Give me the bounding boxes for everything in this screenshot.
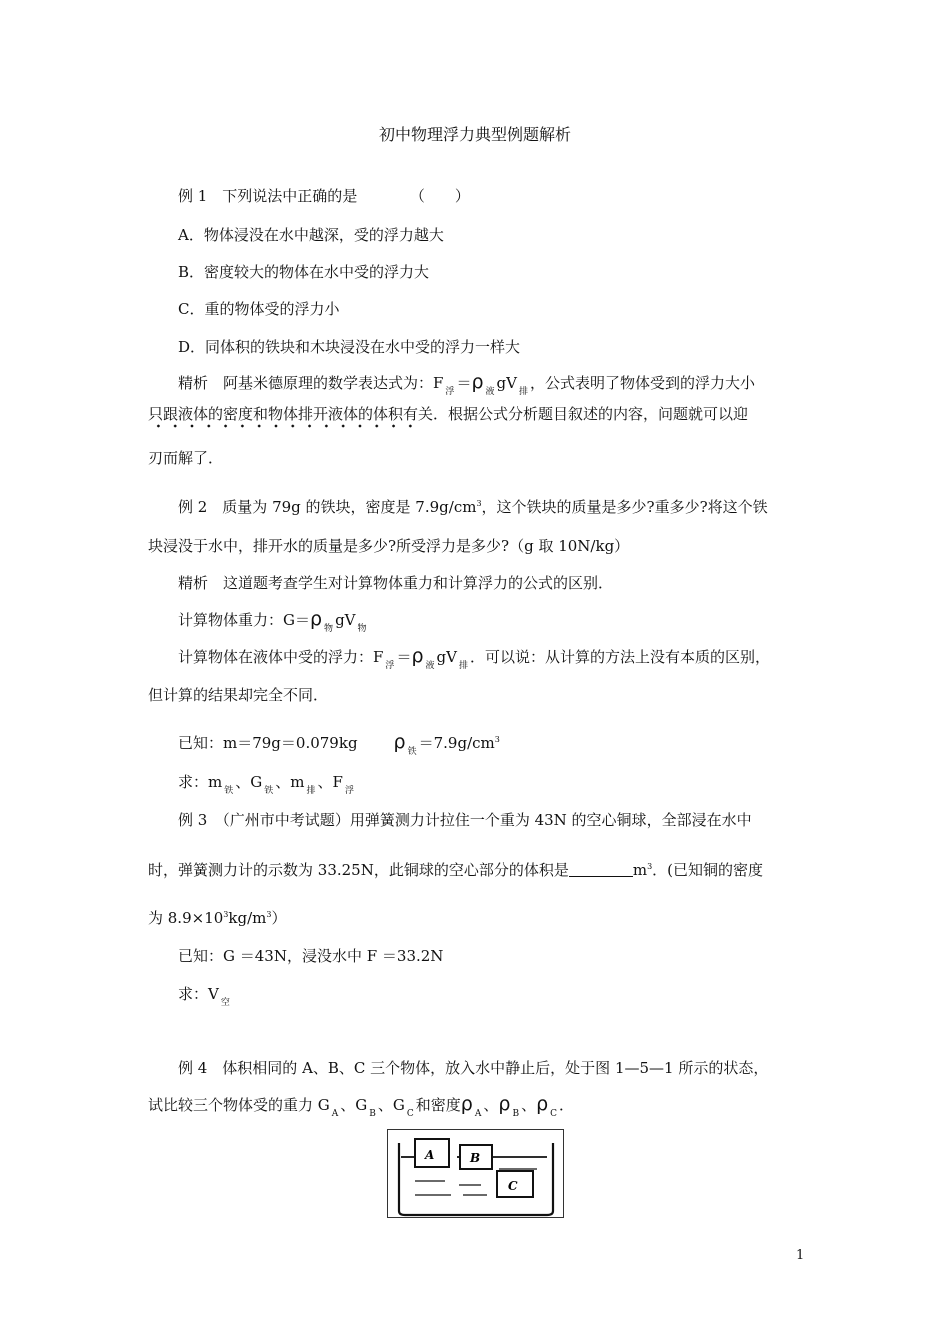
- subscript-ye: 液: [425, 661, 435, 671]
- example-1-analysis: [178, 372, 755, 402]
- equals-sign: ＝: [396, 648, 412, 666]
- known-values: [178, 730, 500, 762]
- separator: 、: [483, 1096, 499, 1114]
- result-line: 但计算的结果却完全不同．: [148, 686, 329, 704]
- superscript-3: 3: [494, 735, 500, 744]
- gravity-formula: [178, 609, 369, 639]
- subscript-ye: 液: [485, 387, 495, 397]
- analysis-line-3: 刃而解了．: [148, 449, 224, 467]
- rho-symbol: ρ: [393, 731, 406, 753]
- stem-line-2-lead: 时，弹簧测力计的示数为 33.25N，此铜球的空心部分的体积是: [148, 861, 569, 879]
- emphasis-dots: [150, 424, 420, 428]
- separator: 、: [317, 773, 333, 791]
- example-3-stem-line-3: [148, 905, 286, 928]
- container-figure: [387, 1129, 564, 1218]
- example-2-analysis: 精析 这道题考查学生对计算物体重力和计算浮力的公式的区别．: [178, 574, 614, 592]
- subscript-fu: 浮: [445, 387, 455, 397]
- analysis-line-2: 只跟液体的密度和物体排开液体的体积有关．根据公式分析题目叙述的内容，问题就可以迎: [148, 405, 749, 423]
- example-3-stem-line-2: [148, 857, 763, 880]
- label-c: C: [508, 1179, 518, 1193]
- rho-symbol: ρ: [309, 608, 323, 630]
- subscript-fu: 浮: [385, 661, 395, 671]
- answer-blank[interactable]: [569, 862, 633, 877]
- example-3-stem: 例 3 （广州市中考试题）用弹簧测力计拉住一个重为 43N 的空心铜球，全部浸在水中: [178, 811, 752, 829]
- analysis-lead: 精析 阿基米德原理的数学表达式为：F: [178, 374, 444, 392]
- superscript-3: 3: [647, 862, 653, 871]
- find-lead: 求：V: [178, 985, 219, 1003]
- subscript-c: C: [406, 1109, 414, 1119]
- option-a: A．物体浸没在水中越深，受的浮力越大: [178, 226, 444, 244]
- stem-lead: 例 2 质量为 79g 的铁块，密度是 7.9g/cm: [178, 498, 477, 516]
- subscript-c: C: [550, 1109, 558, 1119]
- subscript-tie: 铁: [407, 747, 417, 757]
- known-rho-value: ＝7.9g/cm: [418, 734, 495, 752]
- stem-line-2-mid: 和密度: [415, 1096, 461, 1114]
- symbol-m: m: [290, 773, 305, 791]
- gv-symbol: gV: [436, 648, 457, 666]
- symbol-g: G: [355, 1096, 368, 1114]
- equals-sign: ＝: [456, 374, 472, 392]
- period: ．: [559, 1096, 575, 1114]
- superscript-3: 3: [223, 910, 229, 919]
- subscript-a: A: [331, 1109, 339, 1119]
- label-b: B: [470, 1151, 481, 1165]
- page-title: 初中物理浮力典型例题解析: [378, 125, 571, 144]
- separator: 、: [340, 1096, 356, 1114]
- example-4-stem: 例 4 体积相同的 A、B、C 三个物体，放入水中静止后，处于图 1—5—1 所示的状态，: [178, 1059, 769, 1077]
- rho-symbol: ρ: [536, 1093, 549, 1115]
- gravity-lead: 计算物体重力：G＝: [178, 611, 310, 629]
- example-3-known: 已知：G ＝43N，浸没水中 F ＝33.2N: [178, 947, 444, 965]
- gv-symbol: gV: [335, 611, 356, 629]
- stem-line-2-tail: ．(已知铜的密度: [652, 861, 764, 879]
- rho-symbol: ρ: [471, 371, 484, 393]
- analysis-tail: ，公式表明了物体受到的浮力大小: [529, 374, 755, 392]
- example-2-stem: [178, 494, 768, 517]
- subscript-pai: 排: [518, 387, 528, 397]
- subscript-tie: 铁: [264, 786, 274, 796]
- rho-symbol: ρ: [498, 1093, 511, 1115]
- subscript-a: A: [474, 1109, 482, 1119]
- stem-line-2-lead: 试比较三个物体受的重力 G: [148, 1096, 330, 1114]
- separator: 、: [377, 1096, 393, 1114]
- find-values: [178, 772, 356, 801]
- example-1-stem: 例 1 下列说法中正确的是 （ ）: [178, 187, 470, 205]
- rho-symbol: ρ: [460, 1093, 473, 1115]
- subscript-pai: 排: [306, 786, 316, 796]
- separator: 、: [235, 773, 251, 791]
- unit-m: m: [632, 861, 648, 879]
- label-a: A: [425, 1148, 435, 1162]
- buoy-lead: 计算物体在液体中受的浮力：F: [178, 648, 384, 666]
- superscript-3: 3: [266, 910, 272, 919]
- buoy-tail: ．可以说：从计算的方法上没有本质的区别，: [469, 648, 770, 666]
- stem-line-3-lead: 为 8.9×10: [148, 909, 224, 927]
- stem-tail: ，这个铁块的质量是多少?重多少?将这个铁: [481, 498, 768, 516]
- subscript-kong: 空: [220, 998, 230, 1008]
- rho-symbol: ρ: [411, 645, 424, 667]
- subscript-wu: 物: [357, 624, 367, 634]
- close-paren: ）: [271, 909, 287, 927]
- figure-frame: [388, 1130, 564, 1218]
- subscript-fu: 浮: [344, 786, 354, 796]
- option-c: C．重的物体受的浮力小: [178, 300, 340, 318]
- page-number: 1: [796, 1248, 805, 1263]
- subscript-wu: 物: [324, 624, 334, 634]
- separator: 、: [275, 773, 291, 791]
- example-4-stem-line-2: [148, 1094, 574, 1124]
- symbol-g: G: [250, 773, 263, 791]
- subscript-tie: 铁: [224, 786, 234, 796]
- example-3-find: [178, 984, 232, 1013]
- separator: 、: [521, 1096, 537, 1114]
- superscript-3: 3: [476, 499, 482, 508]
- gv-symbol: gV: [496, 374, 517, 392]
- stem-line-3-tail: kg/m: [228, 909, 267, 927]
- example-2-stem-line-2: 块浸没于水中，排开水的质量是多少?所受浮力是多少?（g 取 10N/kg）: [148, 537, 630, 555]
- option-b: B．密度较大的物体在水中受的浮力大: [178, 263, 430, 281]
- find-lead: 求：m: [178, 773, 223, 791]
- subscript-b: B: [512, 1109, 520, 1119]
- option-d: D．同体积的铁块和木块浸没在水中受的浮力一样大: [178, 338, 521, 356]
- buoyancy-formula: [178, 646, 770, 676]
- symbol-g: G: [392, 1096, 405, 1114]
- subscript-pai: 排: [458, 661, 468, 671]
- symbol-f: F: [332, 773, 343, 791]
- known-lead: 已知：m＝79g＝0.079kg: [178, 734, 358, 752]
- subscript-b: B: [369, 1109, 376, 1119]
